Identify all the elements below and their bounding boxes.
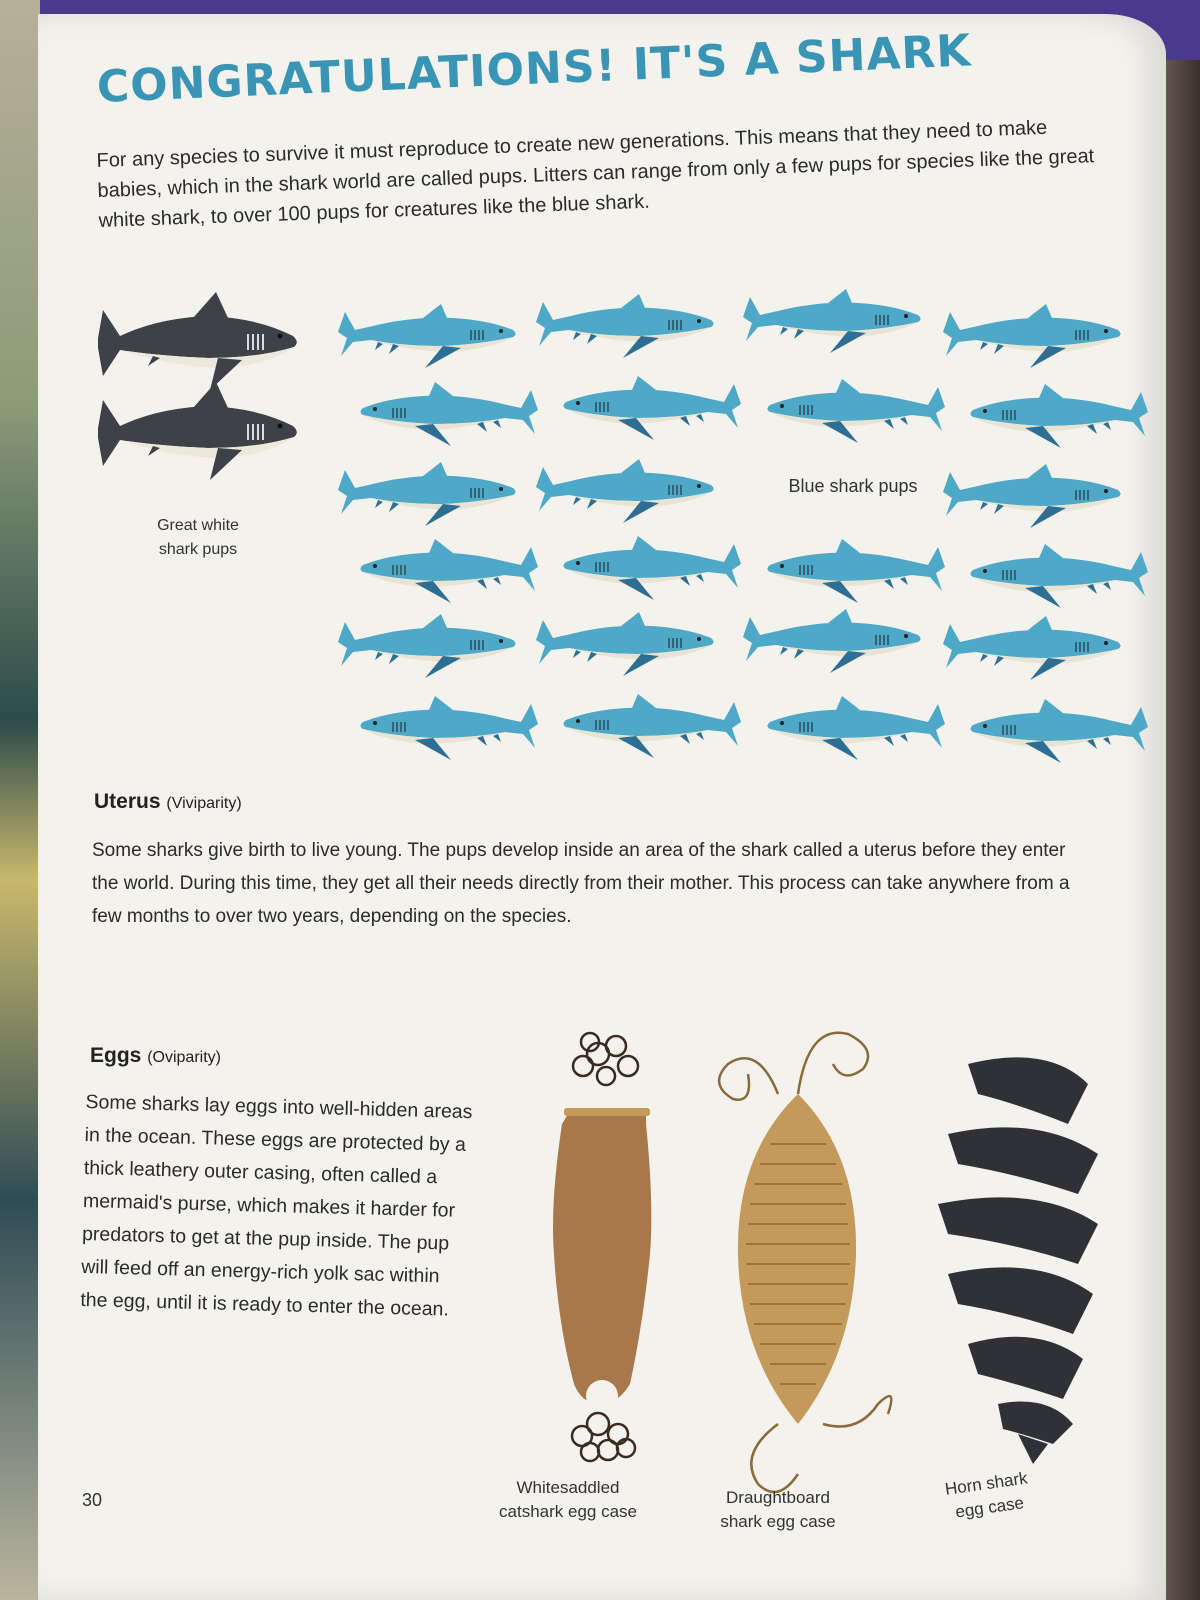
blue-shark-pup — [564, 536, 742, 600]
uterus-paragraph: Some sharks give birth to live young. The pups develop inside an area of the shark called a uterus before they enter the world. During this time, they get all their needs directly from their mother. This process can take anywhere from a few months to over two years, depending on the species. — [92, 840, 1070, 927]
whitesaddled-caption — [488, 1476, 648, 1524]
blue-shark-pup — [971, 384, 1149, 448]
draughtboard-caption-line1: Draughtboard — [726, 1488, 830, 1507]
draughtboard-caption-line2: shark egg case — [720, 1512, 836, 1531]
page-title: CONGRATULATIONS! IT'S A SHARK — [96, 25, 973, 113]
horn-shark-egg-case — [938, 1057, 1098, 1464]
blue-shark-pup — [536, 459, 714, 523]
blue-shark-pup — [361, 382, 539, 446]
blue-shark-pup — [564, 694, 742, 758]
eggs-heading — [90, 1044, 221, 1068]
whitesaddled-caption-line2: catshark egg case — [499, 1502, 637, 1521]
uterus-heading — [94, 790, 242, 814]
blue-shark-pup — [971, 699, 1149, 763]
blue-shark-pup — [564, 376, 742, 440]
blue-shark-pup — [743, 609, 921, 673]
eggs-subheading: (Oviparity) — [147, 1049, 221, 1066]
blue-shark-pup — [768, 379, 946, 443]
horn-shark-caption-line1: Horn shark — [943, 1468, 1029, 1499]
book-page — [38, 14, 1166, 1600]
blue-shark-label: Blue shark pups — [788, 476, 918, 496]
blue-shark-pup — [768, 696, 946, 760]
great-white-label-line1: Great white — [157, 517, 239, 534]
horn-shark-caption-line2: egg case — [954, 1493, 1026, 1522]
draughtboard-egg-case — [719, 1033, 891, 1492]
blue-shark-pup — [536, 612, 714, 676]
uterus-subheading: (Viviparity) — [166, 795, 242, 812]
blue-shark-pups — [338, 289, 1148, 763]
blue-shark-pup — [768, 539, 946, 603]
shark-pups-illustration — [38, 14, 1166, 794]
great-white-label-line2: shark pups — [158, 541, 238, 558]
great-white-label — [138, 514, 258, 562]
uterus-heading-text: Uterus — [94, 790, 161, 813]
blue-shark-pup — [361, 539, 539, 603]
blue-shark-pup — [338, 462, 516, 526]
whitesaddled-caption-line1: Whitesaddled — [516, 1478, 620, 1497]
draughtboard-caption — [698, 1486, 858, 1534]
whitesaddled-egg-case — [553, 1033, 651, 1461]
blue-shark-pup — [536, 294, 714, 358]
blue-shark-pup — [943, 616, 1121, 680]
great-white-shark-pups — [98, 292, 297, 480]
page-number: 30 — [82, 1490, 103, 1510]
blue-shark-pup — [943, 464, 1121, 528]
blue-shark-pup — [971, 544, 1149, 608]
adjacent-page-edge — [0, 0, 40, 1600]
book-cover-edge — [1160, 60, 1200, 1600]
blue-shark-pup — [338, 304, 516, 368]
blue-shark-pup — [743, 289, 921, 353]
great-white-pup — [98, 292, 297, 390]
eggs-paragraph: Some sharks lay eggs into well-hidden areas in the ocean. These eggs are protected by a thick leathery outer casing, often called a mermaid's purse, which makes it harder for predators to get at the pup inside. The pup will feed off an energy-rich yolk sac within the egg, until it is ready to enter the ocean. — [80, 1090, 473, 1321]
great-white-pup — [98, 382, 297, 480]
eggs-heading-text: Eggs — [90, 1044, 142, 1067]
blue-shark-pup — [361, 696, 539, 760]
blue-shark-pup — [943, 304, 1121, 368]
intro-paragraph: For any species to survive it must reproduce to create new generations. This means that they need to make babies, which in the shark world are called pups. Litters can range from only a few pups for species like the great white shark, to over 100 pups for creatures like the blue shark. — [96, 116, 1095, 232]
blue-shark-pup — [338, 614, 516, 678]
